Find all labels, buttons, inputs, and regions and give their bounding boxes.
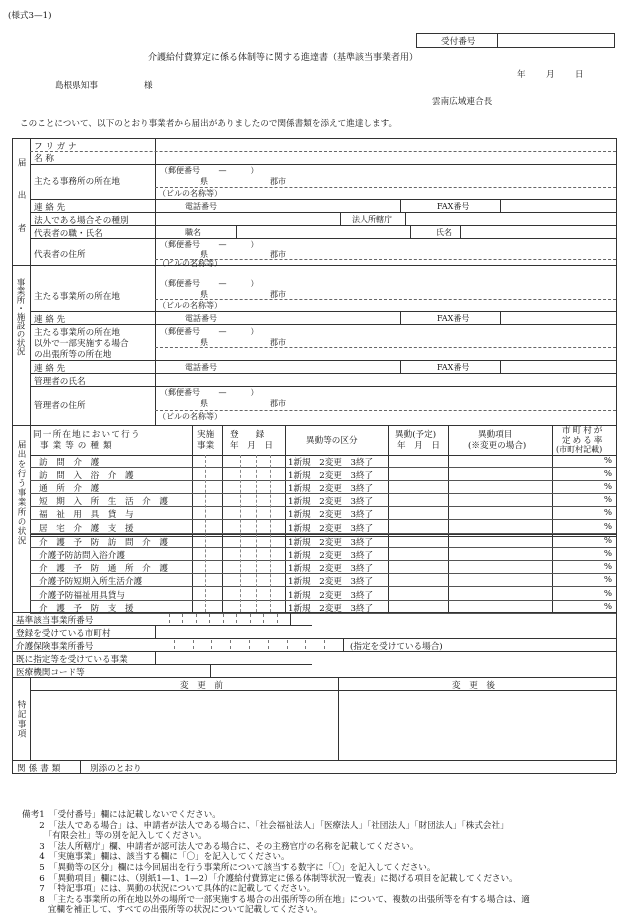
service-name: 介 護 予 防 支 援 (39, 603, 134, 614)
change-options[interactable]: 1新規 2変更 3終了 (288, 497, 374, 508)
digit-separator (169, 614, 170, 623)
building-label: （ビルの名称等） (158, 189, 222, 198)
main-office-address-field[interactable] (157, 165, 614, 198)
page-title: 介護給付費算定に係る体制等に関する進達書（基準該当事業者用） (148, 53, 419, 63)
rate-percent: % (603, 495, 612, 506)
col-service-type-1: 同一所在地において行う (33, 430, 141, 440)
notes-section (22, 810, 622, 916)
service-name: 介 護 予 防 訪 問 介 護 (39, 538, 168, 549)
change-options[interactable]: 1新規 2変更 3終了 (288, 471, 374, 482)
col-change-date-1: 異動(予定) (395, 430, 437, 440)
change-options[interactable]: 1新規 2変更 3終了 (288, 484, 374, 495)
service-row (30, 561, 616, 574)
service-row (30, 548, 616, 561)
prefecture-label: 県 (200, 338, 208, 347)
city-label: 郡市 (270, 290, 286, 299)
note-line: 7 「特記事項」には、異動の状況について具体的に記載してください。 (22, 884, 316, 895)
col-implement-1: 実施 (197, 430, 215, 440)
digit-separator (230, 640, 231, 649)
service-name: 訪 問 入 浴 介 護 (39, 471, 134, 482)
facility-contact-label-2: 連 絡 先 (34, 364, 66, 374)
service-row (30, 588, 616, 601)
city-label: 郡市 (270, 177, 286, 186)
rate-percent: % (603, 469, 612, 480)
fax-label: FAX番号 (437, 363, 470, 372)
special-before-label: 変 更 前 (180, 681, 223, 691)
furigana-label: フ リ ガ ナ (34, 142, 77, 152)
col-rate-2: 定める率 (562, 436, 605, 446)
corp-type-label: 法人である場合その種別 (34, 216, 129, 226)
service-row (30, 521, 616, 534)
section-facility: 事業所・施設の状況 (15, 278, 25, 356)
date-year-label: 年 (517, 70, 526, 80)
change-options[interactable]: 1新規 2変更 3終了 (288, 551, 374, 562)
section-special: 特記事項 (16, 700, 26, 739)
date-day-label: 日 (575, 70, 584, 80)
branch-label-1: 主たる事業所の所在地 (34, 328, 120, 338)
rep-address-label: 代表者の住所 (34, 250, 86, 260)
digit-separator (196, 614, 197, 623)
rate-percent: % (603, 575, 612, 586)
postal-label: （郵便番号 — ） (160, 388, 259, 397)
prefecture-label: 県 (200, 290, 208, 299)
implement-checkbox[interactable] (193, 588, 222, 600)
building-label: （ビルの名称等） (158, 412, 222, 421)
implement-checkbox[interactable] (193, 601, 222, 613)
change-options[interactable]: 1新規 2変更 3終了 (288, 564, 374, 575)
service-name: 短 期 入 所 生 活 介 護 (39, 497, 168, 508)
note-line: 宜欄を補正して、すべての出張所等の状況について記載してください。 (22, 905, 323, 916)
branch-label-3: の出張所等の所在地 (34, 350, 112, 360)
col-change-date-2: 年 月 日 (397, 441, 440, 451)
kaigo-number-field[interactable] (155, 638, 344, 651)
special-after-label: 変 更 後 (452, 681, 495, 691)
related-docs-value: 別添のとおり (90, 764, 142, 774)
change-options[interactable]: 1新規 2変更 3終了 (288, 458, 374, 468)
rep-title-name-label: 代表者の職・氏名 (34, 229, 103, 239)
receipt-label: 受付番号 (441, 37, 476, 47)
digit-separator (209, 614, 210, 623)
manager-address-label: 管理者の住所 (34, 401, 86, 411)
implement-checkbox[interactable] (193, 548, 222, 560)
implement-checkbox[interactable] (193, 494, 222, 506)
implement-checkbox[interactable] (193, 561, 222, 573)
tick-separator (270, 455, 271, 612)
digit-separator (236, 614, 237, 623)
col-registered-2: 年 月 日 (230, 441, 273, 451)
facility-contact-label: 連 絡 先 (34, 315, 66, 325)
service-row (30, 507, 616, 520)
digit-separator (268, 640, 269, 649)
rate-percent: % (603, 601, 612, 612)
implement-checkbox[interactable] (193, 574, 222, 586)
contact-label: 連 絡 先 (34, 203, 66, 213)
digit-separator (263, 614, 264, 623)
implement-checkbox[interactable] (193, 521, 222, 533)
postal-label: （郵便番号 — ） (160, 240, 259, 249)
col-implement-2: 事業 (197, 441, 215, 451)
receipt-number-field[interactable] (499, 34, 612, 47)
honorific: 様 (144, 81, 153, 91)
addressee: 島根県知事 (55, 81, 98, 91)
col-service-type-2: 事業等の種類 (40, 441, 116, 451)
col-rate-3: (市町村記載) (556, 445, 603, 454)
change-options[interactable]: 1新規 2変更 3終了 (288, 538, 374, 549)
special-after-field[interactable] (340, 691, 614, 759)
main-facility-address-label: 主たる事業所の所在地 (34, 292, 120, 302)
note-line: 備考1 「受付番号」欄には記載しないでください。 (22, 810, 221, 820)
implement-checkbox[interactable] (193, 468, 222, 480)
phone-label: 電話番号 (185, 314, 217, 323)
service-row (30, 494, 616, 507)
manager-name-label: 管理者の氏名 (34, 377, 86, 387)
prefecture-label: 県 (200, 177, 208, 186)
note-line: 2 「法人である場合」は、申請者が法人である場合に、「社会福祉法人」「医療法人」「社団法人」「財団法人」「株式会社」 (22, 820, 509, 831)
related-docs-label: 関係書類 (17, 764, 64, 774)
branch-label-2: 以外で一部実施する場合 (34, 339, 129, 349)
section-service: 届出を行う事業所の状況 (16, 440, 26, 546)
postal-label: （郵便番号 — ） (160, 166, 259, 175)
tick-separator (240, 455, 241, 612)
person-name-label: 氏名 (436, 228, 452, 237)
city-label: 郡市 (270, 338, 286, 347)
digit-separator (324, 640, 325, 649)
prefecture-label: 県 (200, 250, 208, 259)
note-line: 6 「異動項目」欄には、（別紙1—1、1—2）「介護給付費算定に係る体制等状況一覧表」に掲げる項目を記載してください。 (22, 873, 518, 884)
rate-percent: % (603, 482, 612, 493)
digit-separator (250, 614, 251, 623)
service-name: 介護予防訪問入浴介護 (39, 551, 125, 562)
city-label: 郡市 (270, 250, 286, 259)
service-row (30, 455, 616, 468)
service-row (30, 468, 616, 481)
digit-separator (287, 640, 288, 649)
implement-checkbox[interactable] (193, 455, 222, 467)
form-id: (様式3—1) (8, 11, 52, 21)
digit-separator (249, 640, 250, 649)
rate-percent: % (603, 562, 612, 573)
intro-text: このことについて、以下のとおり事業者から届出がありましたので関係書類を添えて進達します。 (20, 119, 398, 129)
date-month-label: 月 (546, 70, 555, 80)
special-before-field[interactable] (32, 691, 336, 759)
designated-note: (指定を受けている場合) (350, 642, 443, 652)
fax-label: FAX番号 (437, 314, 470, 323)
change-options[interactable]: 1新規 2変更 3終了 (288, 510, 374, 521)
note-line: 3 「法人所轄庁」欄、申請者が認可法人である場合に、その主務官庁の名称を記載してください。 (22, 841, 419, 852)
rate-percent: % (603, 588, 612, 599)
main-office-address-label: 主たる事務所の所在地 (34, 177, 120, 187)
note-line: 4 「実施事業」欄は、該当する欄に「〇」を記入してください。 (22, 852, 290, 863)
digit-separator (174, 640, 175, 649)
kijun-no-label: 基準該当事業所番号 (16, 616, 94, 626)
section-applicant: 届出者 (16, 158, 26, 256)
building-label: （ビルの名称等） (158, 301, 222, 310)
prefecture-label: 県 (200, 399, 208, 408)
rate-percent: % (603, 456, 612, 466)
kaigo-no-label: 介護保険事業所番号 (16, 642, 94, 652)
service-row (30, 574, 616, 587)
service-row (30, 481, 616, 494)
digit-separator (305, 640, 306, 649)
col-registered-1: 登 録 (230, 430, 265, 440)
city-label: 郡市 (270, 399, 286, 408)
building-label: （ビルの名称等） (158, 259, 222, 268)
sender: 雲南広域連合長 (432, 97, 493, 107)
phone-label: 電話番号 (185, 202, 217, 211)
change-options[interactable]: 1新規 2変更 3終了 (288, 577, 374, 588)
postal-label: （郵便番号 — ） (160, 327, 259, 336)
rate-percent: % (603, 536, 612, 547)
rate-percent: % (603, 549, 612, 560)
service-name: 介護予防短期入所生活介護 (39, 577, 143, 588)
rate-percent: % (603, 508, 612, 519)
service-name: 居 宅 介 護 支 援 (39, 523, 134, 534)
digit-separator (182, 614, 183, 623)
medical-code-label: 医療機関コード等 (16, 668, 85, 678)
already-designated-label: 既に指定等を受けている事業 (16, 655, 128, 665)
rate-percent: % (603, 521, 612, 532)
service-name: 介護予防福祉用具貸与 (39, 590, 125, 601)
tick-separator (256, 455, 257, 612)
change-options[interactable]: 1新規 2変更 3終了 (288, 590, 374, 601)
implement-checkbox[interactable] (193, 507, 222, 519)
kijun-number-field[interactable] (155, 612, 291, 625)
service-name: 通 所 介 護 (39, 484, 100, 495)
col-change-type: 異動等の区分 (306, 436, 358, 446)
digit-separator (223, 614, 224, 623)
col-rate-1: 市町村が (562, 426, 605, 436)
service-row (30, 535, 616, 548)
note-line: 5 「異動等の区分」欄には今回届出を行う事業所について該当する数字に「〇」を記入してください。 (22, 862, 436, 873)
phone-label: 電話番号 (185, 363, 217, 372)
note-line: 「有限会社」等の別を記入してください。 (22, 831, 207, 842)
change-options[interactable]: 1新規 2変更 3終了 (288, 603, 374, 614)
service-name: 介 護 予 防 通 所 介 護 (39, 564, 168, 575)
col-change-item-2: (※変更の場合) (468, 441, 527, 451)
tick-separator (205, 455, 206, 612)
digit-separator (193, 640, 194, 649)
postal-label: （郵便番号 — ） (160, 279, 259, 288)
position-label: 職名 (185, 228, 201, 237)
note-line: 8 「主たる事業所の所在地以外の場所で一部実施する場合の出張所等の所在地」について、複数の出張所等を有する場合は、適 (22, 894, 530, 905)
service-name: 訪 問 介 護 (39, 458, 100, 468)
digit-separator (277, 614, 278, 623)
service-name: 福 祉 用 具 貸 与 (39, 510, 134, 521)
change-options[interactable]: 1新規 2変更 3終了 (288, 523, 374, 534)
receipt-box (416, 33, 615, 48)
name-label: 名 称 (34, 154, 54, 164)
name-field[interactable] (157, 139, 614, 164)
digit-separator (211, 640, 212, 649)
registered-city-label: 登録を受けている市町村 (16, 629, 111, 639)
fax-label: FAX番号 (437, 202, 470, 211)
col-change-item-1: 異動項目 (478, 430, 513, 440)
implement-checkbox[interactable] (193, 481, 222, 493)
corp-authority-label: 法人所轄庁 (352, 215, 392, 224)
